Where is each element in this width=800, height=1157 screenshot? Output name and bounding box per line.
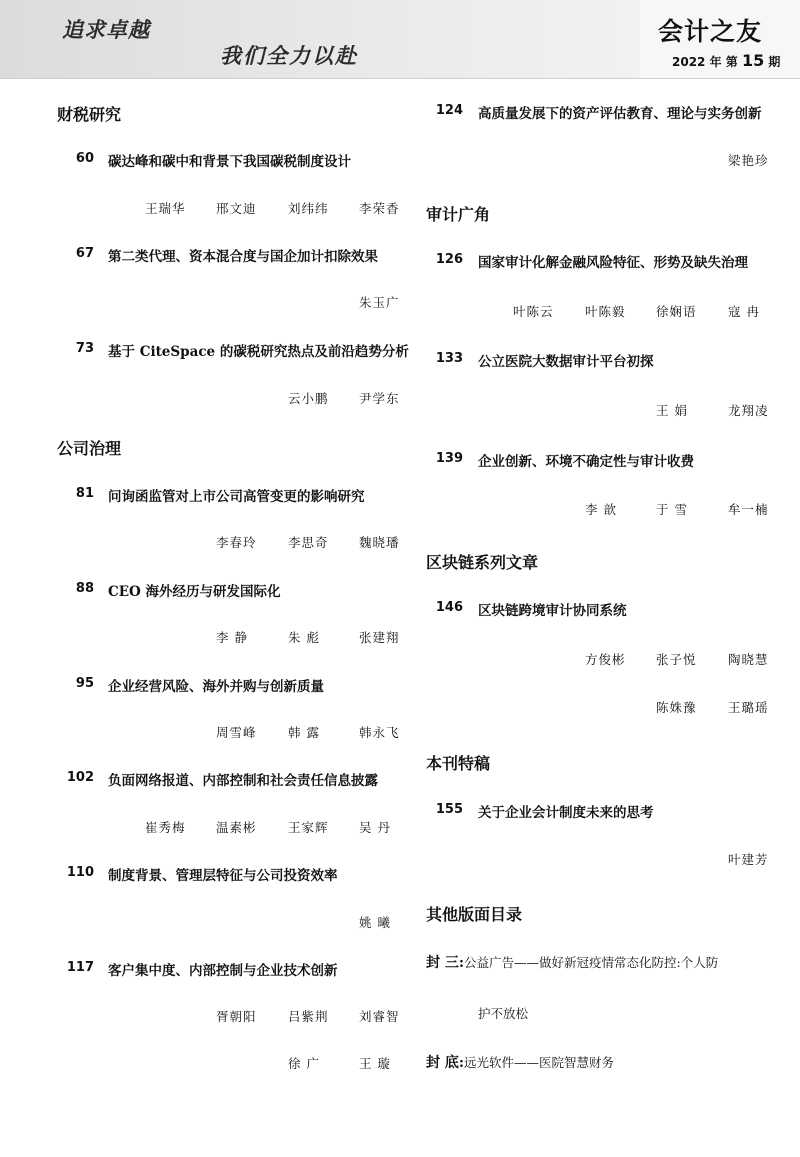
article-page: 126 bbox=[435, 252, 463, 267]
article-author: 叶陈云 bbox=[513, 304, 554, 319]
article-author: 云小鹏 bbox=[288, 391, 329, 406]
article-author: 徐娴语 bbox=[656, 304, 697, 319]
article-author: 李 歆 bbox=[585, 502, 617, 517]
section-heading: 公司治理 bbox=[57, 439, 122, 458]
article-author: 刘睿智 bbox=[359, 1009, 400, 1024]
article-page: 155 bbox=[435, 802, 463, 817]
section-heading: 审计广角 bbox=[426, 205, 491, 224]
article-author: 王家辉 bbox=[288, 820, 329, 835]
article-title[interactable]: 负面网络报道、内部控制和社会责任信息披露 bbox=[108, 773, 378, 789]
article-author: 龙翔凌 bbox=[728, 403, 769, 418]
article-title[interactable]: 基于 CiteSpace 的碳税研究热点及前沿趋势分析 bbox=[108, 344, 409, 360]
article-title[interactable]: 制度背景、管理层特征与公司投资效率 bbox=[108, 868, 338, 884]
article-author: 王璐瑶 bbox=[728, 700, 769, 715]
article-author: 李荣香 bbox=[359, 201, 400, 216]
other-item-text: 远光软件——医院智慧财务 bbox=[464, 1055, 615, 1070]
article-page: 102 bbox=[66, 770, 94, 785]
article-page: 133 bbox=[435, 351, 463, 366]
article-author: 李思奇 bbox=[288, 535, 329, 550]
article-page: 95 bbox=[75, 676, 94, 691]
article-author: 韩 露 bbox=[288, 725, 320, 740]
article-page: 88 bbox=[75, 581, 94, 596]
article-author: 方俊彬 bbox=[585, 652, 626, 667]
article-author: 叶陈毅 bbox=[585, 304, 626, 319]
article-title[interactable]: 高质量发展下的资产评估教育、理论与实务创新 bbox=[478, 106, 762, 122]
article-author: 周雪峰 bbox=[216, 725, 257, 740]
article-author: 吕紫荆 bbox=[288, 1009, 329, 1024]
article-page: 60 bbox=[75, 151, 94, 166]
article-author: 魏晓璠 bbox=[359, 535, 400, 550]
article-page: 67 bbox=[75, 246, 94, 261]
article-title[interactable]: 企业创新、环境不确定性与审计收费 bbox=[478, 454, 694, 470]
other-item bbox=[426, 952, 718, 972]
article-page: 139 bbox=[435, 451, 463, 466]
article-title[interactable]: CEO 海外经历与研发国际化 bbox=[108, 584, 281, 600]
article-title[interactable]: 公立医院大数据审计平台初探 bbox=[478, 354, 654, 370]
other-item-continuation: 护不放松 bbox=[478, 1006, 529, 1021]
article-title[interactable]: 国家审计化解金融风险特征、形势及缺失治理 bbox=[478, 255, 748, 271]
article-author: 韩永飞 bbox=[359, 725, 400, 740]
article-author: 姚 曦 bbox=[359, 915, 391, 930]
article-author: 于 雪 bbox=[656, 502, 688, 517]
article-page: 81 bbox=[75, 486, 94, 501]
article-title[interactable]: 第二类代理、资本混合度与国企加计扣除效果 bbox=[108, 249, 378, 265]
article-author: 寇 冉 bbox=[728, 304, 760, 319]
article-author: 朱玉广 bbox=[359, 295, 400, 310]
article-title[interactable]: 客户集中度、内部控制与企业技术创新 bbox=[108, 963, 338, 979]
article-page: 73 bbox=[75, 341, 94, 356]
article-author: 尹学东 bbox=[359, 391, 400, 406]
other-item-text: 公益广告——做好新冠疫情常态化防控:个人防 bbox=[464, 955, 719, 970]
other-item bbox=[426, 1052, 614, 1072]
article-author: 邢文迪 bbox=[216, 201, 257, 216]
issue-info bbox=[672, 51, 780, 70]
issue-number: 15 bbox=[741, 51, 765, 70]
article-title[interactable]: 区块链跨境审计协同系统 bbox=[478, 603, 627, 619]
article-author: 温素彬 bbox=[216, 820, 257, 835]
article-title[interactable]: 企业经营风险、海外并购与创新质量 bbox=[108, 679, 324, 695]
article-title[interactable]: 问询函监管对上市公司高管变更的影响研究 bbox=[108, 489, 365, 505]
article-author: 胥朝阳 bbox=[216, 1009, 257, 1024]
other-item-label: 封 底: bbox=[426, 1055, 465, 1071]
article-author: 刘纬纬 bbox=[288, 201, 329, 216]
article-author: 朱 彪 bbox=[288, 630, 320, 645]
article-page: 124 bbox=[435, 103, 463, 118]
article-author: 牟一楠 bbox=[728, 502, 769, 517]
article-author: 王瑞华 bbox=[145, 201, 186, 216]
article-author: 徐 广 bbox=[288, 1056, 320, 1071]
article-author: 崔秀梅 bbox=[145, 820, 186, 835]
article-page: 146 bbox=[435, 600, 463, 615]
article-page: 110 bbox=[66, 865, 94, 880]
article-author: 李 静 bbox=[216, 630, 248, 645]
article-author: 王 娟 bbox=[656, 403, 688, 418]
article-title[interactable]: 碳达峰和碳中和背景下我国碳税制度设计 bbox=[108, 154, 351, 170]
header-divider bbox=[0, 78, 800, 79]
section-heading: 本刊特稿 bbox=[426, 754, 491, 773]
journal-name: 会计之友 bbox=[658, 17, 763, 46]
article-title[interactable]: 关于企业会计制度未来的思考 bbox=[478, 805, 654, 821]
article-author: 梁艳珍 bbox=[728, 153, 769, 168]
slogan-line-1: 追求卓越 bbox=[62, 18, 150, 42]
article-author: 叶建芳 bbox=[728, 852, 769, 867]
article-author: 张子悦 bbox=[656, 652, 697, 667]
article-author: 陶晓慧 bbox=[728, 652, 769, 667]
article-author: 陈姝豫 bbox=[656, 700, 697, 715]
other-item-label: 封 三: bbox=[426, 955, 465, 971]
issue-suffix: 期 bbox=[768, 55, 781, 69]
slogan-line-2: 我们全力以赴 bbox=[220, 44, 358, 68]
article-page: 117 bbox=[66, 960, 94, 975]
article-author: 王 璇 bbox=[359, 1056, 391, 1071]
article-author: 张建翔 bbox=[359, 630, 400, 645]
section-heading: 其他版面目录 bbox=[426, 905, 523, 924]
article-author: 李春玲 bbox=[216, 535, 257, 550]
section-heading: 财税研究 bbox=[57, 105, 122, 124]
article-author: 吴 丹 bbox=[359, 820, 391, 835]
issue-prefix: 2022 年 第 bbox=[672, 55, 738, 69]
section-heading: 区块链系列文章 bbox=[426, 553, 539, 572]
